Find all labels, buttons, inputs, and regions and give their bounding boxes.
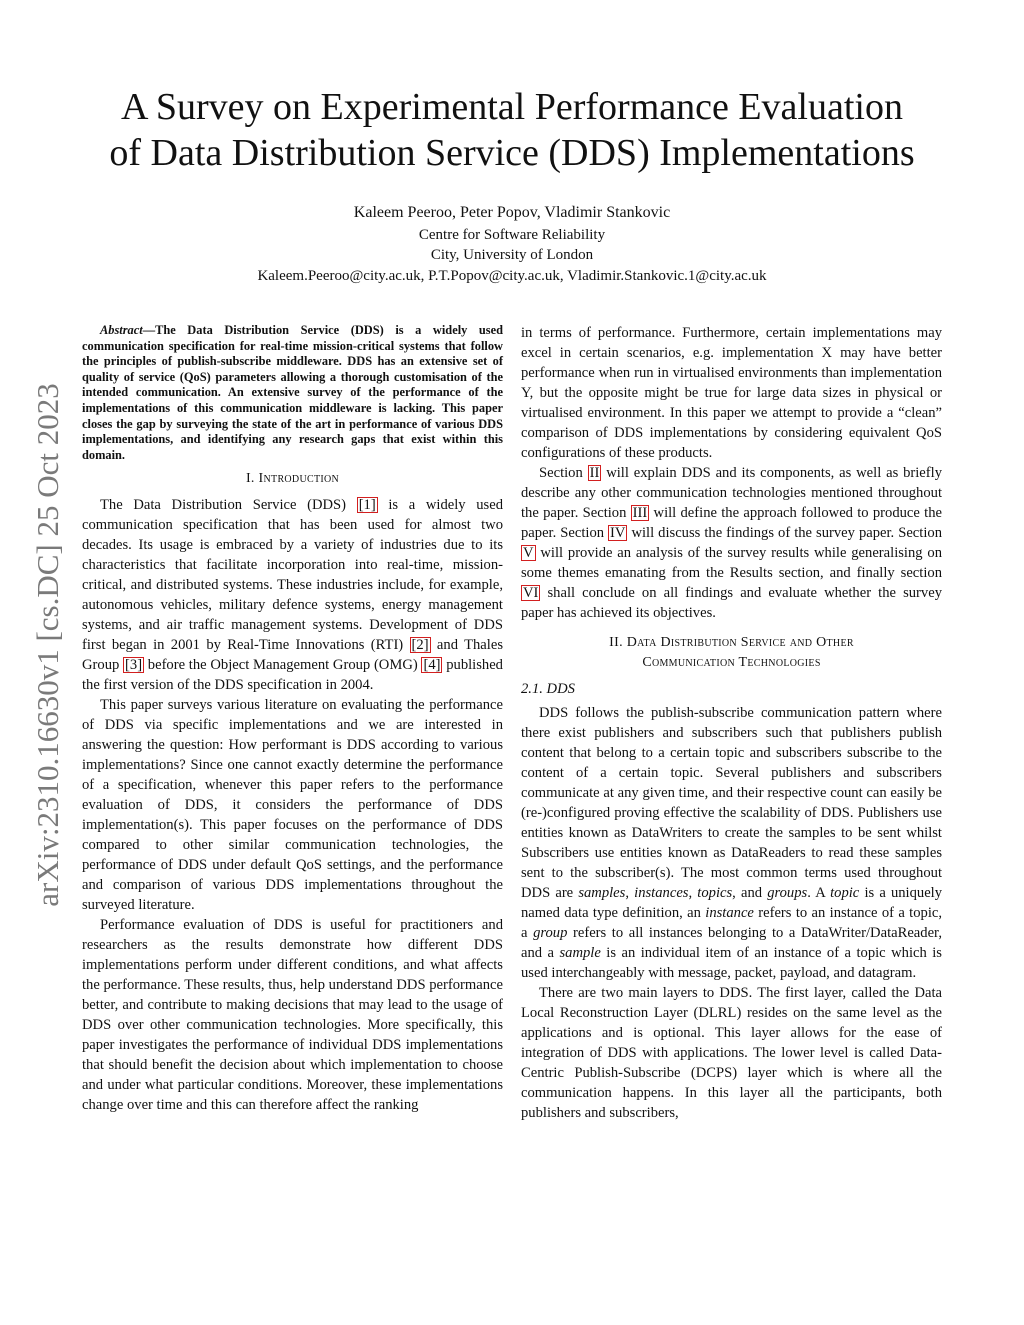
text-run: , — [688, 885, 698, 901]
term: topic — [830, 885, 860, 901]
citation-link[interactable]: [1] — [358, 497, 376, 514]
abstract — [82, 323, 503, 463]
intro-paragraph-1 — [82, 495, 503, 695]
title-line-1: A Survey on Experimental Performance Evaluation — [121, 86, 903, 128]
text-run: and Thales Group — [82, 637, 503, 674]
dds-paragraph-2: There are two main layers to DDS. The first layer, called the Data Local Reconstruction Layer (DLRL) resides on the same level as the applications and is optional. This layer allows for the ease of integration of DDS with applications. The lower level is called Data-Centric Publish-Subscribe (DCPS) layer which is where all the communication happens. In this layer all the participants, both publishers and subscribers, — [521, 985, 942, 1121]
term: instances — [634, 885, 689, 901]
text-run: will define the approach followed to produce the paper. Section — [521, 505, 942, 541]
citation-link[interactable]: [4] — [423, 657, 441, 674]
section-link[interactable]: II — [589, 465, 600, 481]
term: sample — [559, 945, 601, 961]
term: instance — [705, 905, 754, 921]
abstract-label: Abstract — [100, 323, 143, 337]
text-run: . A — [807, 885, 831, 901]
intro-paragraph-3-continued: in terms of performance. Furthermore, certain implementations may excel in certain scenarios, e.g. implementation X may have better performance when run in virtualised environments than implementation Y, but the opposite might be true for large data sizes in physical or virtualised environment. In this paper we attempt to provide a “clean” comparison of DDS implementations by considering equivalent QoS configurations of these products. — [521, 325, 942, 461]
section-heading-introduction — [82, 469, 503, 489]
section-heading-dds — [521, 633, 942, 673]
term: group — [533, 925, 568, 941]
text-run: will explain DDS and its components, as well as briefly describe any other communication technologies mentioned throughout the paper. Section — [521, 465, 942, 521]
section-title: Introduction — [258, 471, 340, 487]
term: samples — [578, 885, 626, 901]
title-line-2: of Data Distribution Service (DDS) Implementations — [109, 132, 915, 174]
right-column — [521, 323, 942, 1123]
text-run: will provide an analysis of the survey results while generalising on some themes emanating from the Results section, and finally section — [521, 545, 942, 581]
text-run: , and — [732, 885, 768, 901]
left-column — [82, 323, 503, 1115]
dds-paragraph-1 — [521, 703, 942, 983]
subsection-heading: 2.1. DDS — [521, 681, 575, 697]
text-run: refers to an instance of a topic, a — [521, 905, 942, 941]
text-run: Section — [539, 465, 588, 481]
text-run: shall conclude on all findings and evaluate whether the survey paper has achieved its objectives. — [521, 585, 942, 621]
paper-title — [60, 84, 964, 176]
author-emails: Kaleem.Peeroo@city.ac.uk, P.T.Popov@city.ac.uk, Vladimir.Stankovic.1@city.ac.uk — [257, 268, 767, 284]
text-run: is a widely used communication specification that has been used for almost two decades. Its usage is embraced by a variety of industries due to its characteristics that facilitate incorporation into real-time, mission-critical, and distributed systems. These industries include, for example, autonomous vehicles, military defence systems, energy management systems, and air traffic management systems. Development of DDS first began in 2001 by Real-Time Innovations (RTI) — [82, 497, 503, 654]
citation-link[interactable]: [3] — [125, 657, 143, 674]
section-link[interactable]: V — [523, 545, 534, 561]
text-run: published the first version of the DDS specification in 2004. — [82, 657, 503, 694]
section-title-line-2: Communication Technologies — [642, 655, 821, 670]
abstract-text: —The Data Distribution Service (DDS) is a widely used communication specification for real-time mission-critical systems that follow the principles of publish-subscribe middleware. DDS has an extensive set of quality of service (QoS) parameters allowing a thorough customisation of the intended communication. An extensive survey of the performance of the implementations of this communication middleware is lacking. This paper closes the gap by surveying the state of the art in performance of various DDS implementations, and identifying any research gaps that exist within this domain. — [82, 323, 503, 462]
text-run: DDS follows the publish-subscribe communication pattern where there exist publishers and subscribers such that publishers publish content that belong to a certain topic and subscribers subscribe to the content of a certain topic. Several publishers and subscribers communicate at any given time, and their respective count can easily be (re-)configured proving effective the scalability of DDS. Publishers use entities known as DataWriters to create the samples to be sent whilst Subscribers use entities known as DataReaders to read these samples sent to the subscriber(s). The most common terms used throughout DDS are — [521, 705, 942, 901]
text-run: is an individual item of an instance of a topic which is used interchangeably with message, packet, payload, and datagram. — [521, 945, 942, 981]
text-run: will discuss the findings of the survey paper. Section — [627, 525, 942, 541]
text-run: is a uniquely named data type definition, an — [521, 885, 943, 921]
section-link[interactable]: IV — [610, 525, 626, 541]
section-title-line-1: Data Distribution Service and Other — [626, 635, 854, 650]
affiliation-centre: Centre for Software Reliability — [418, 227, 606, 243]
term: groups — [767, 885, 808, 901]
term: topics — [697, 885, 733, 901]
section-link[interactable]: VI — [523, 585, 539, 601]
intro-paragraph-4 — [521, 463, 942, 623]
author-list: Kaleem Peeroo, Peter Popov, Vladimir Stankovic — [353, 204, 671, 221]
section-link[interactable]: III — [632, 505, 648, 521]
citation-link[interactable]: [2] — [411, 637, 429, 654]
intro-paragraph-2: This paper surveys various literature on evaluating the performance of DDS via specific implementations and we are interested in answering the question: How performant is DDS according to various implementations? Since one cannot exactly determine the performance of a specification, whenever this paper refers to the performance evaluation of DDS, it considers the performance of DDS implementation(s). This paper focuses on the performance of DDS compared to other similar communication technologies, the performance of DDS under default QoS settings, and the performance and comparison of various DDS implementations throughout the surveyed literature. — [82, 697, 503, 914]
affiliation-university: City, University of London — [430, 247, 594, 263]
text-run: The Data Distribution Service (DDS) — [100, 497, 357, 514]
arxiv-stamp-text: arXiv:2310.16630v1 [cs.DC] 25 Oct 2023 — [30, 383, 65, 907]
text-run: before the Object Management Group (OMG) — [144, 657, 422, 674]
text-run: , — [625, 885, 635, 901]
text-run: refers to all instances belonging to a DataWriter/DataReader, and a — [521, 925, 942, 961]
intro-paragraph-3: Performance evaluation of DDS is useful for practitioners and researchers as the results demonstrate how different DDS implementations perform under different conditions, and what affects the performance. These results, thus, help understand DDS performance better, and contribute to making decisions that may lead to the usage of DDS over other communication technologies. More specifically, this paper investigates the performance of individual DDS implementations that should benefit the decision about which implementation to choose and under what particular conditions. Moreover, these implementations change over time and this can therefore affect the ranking — [82, 917, 503, 1114]
arxiv-stamp — [28, 350, 68, 940]
section-number: I. — [245, 471, 255, 487]
section-number: II. — [609, 635, 623, 650]
